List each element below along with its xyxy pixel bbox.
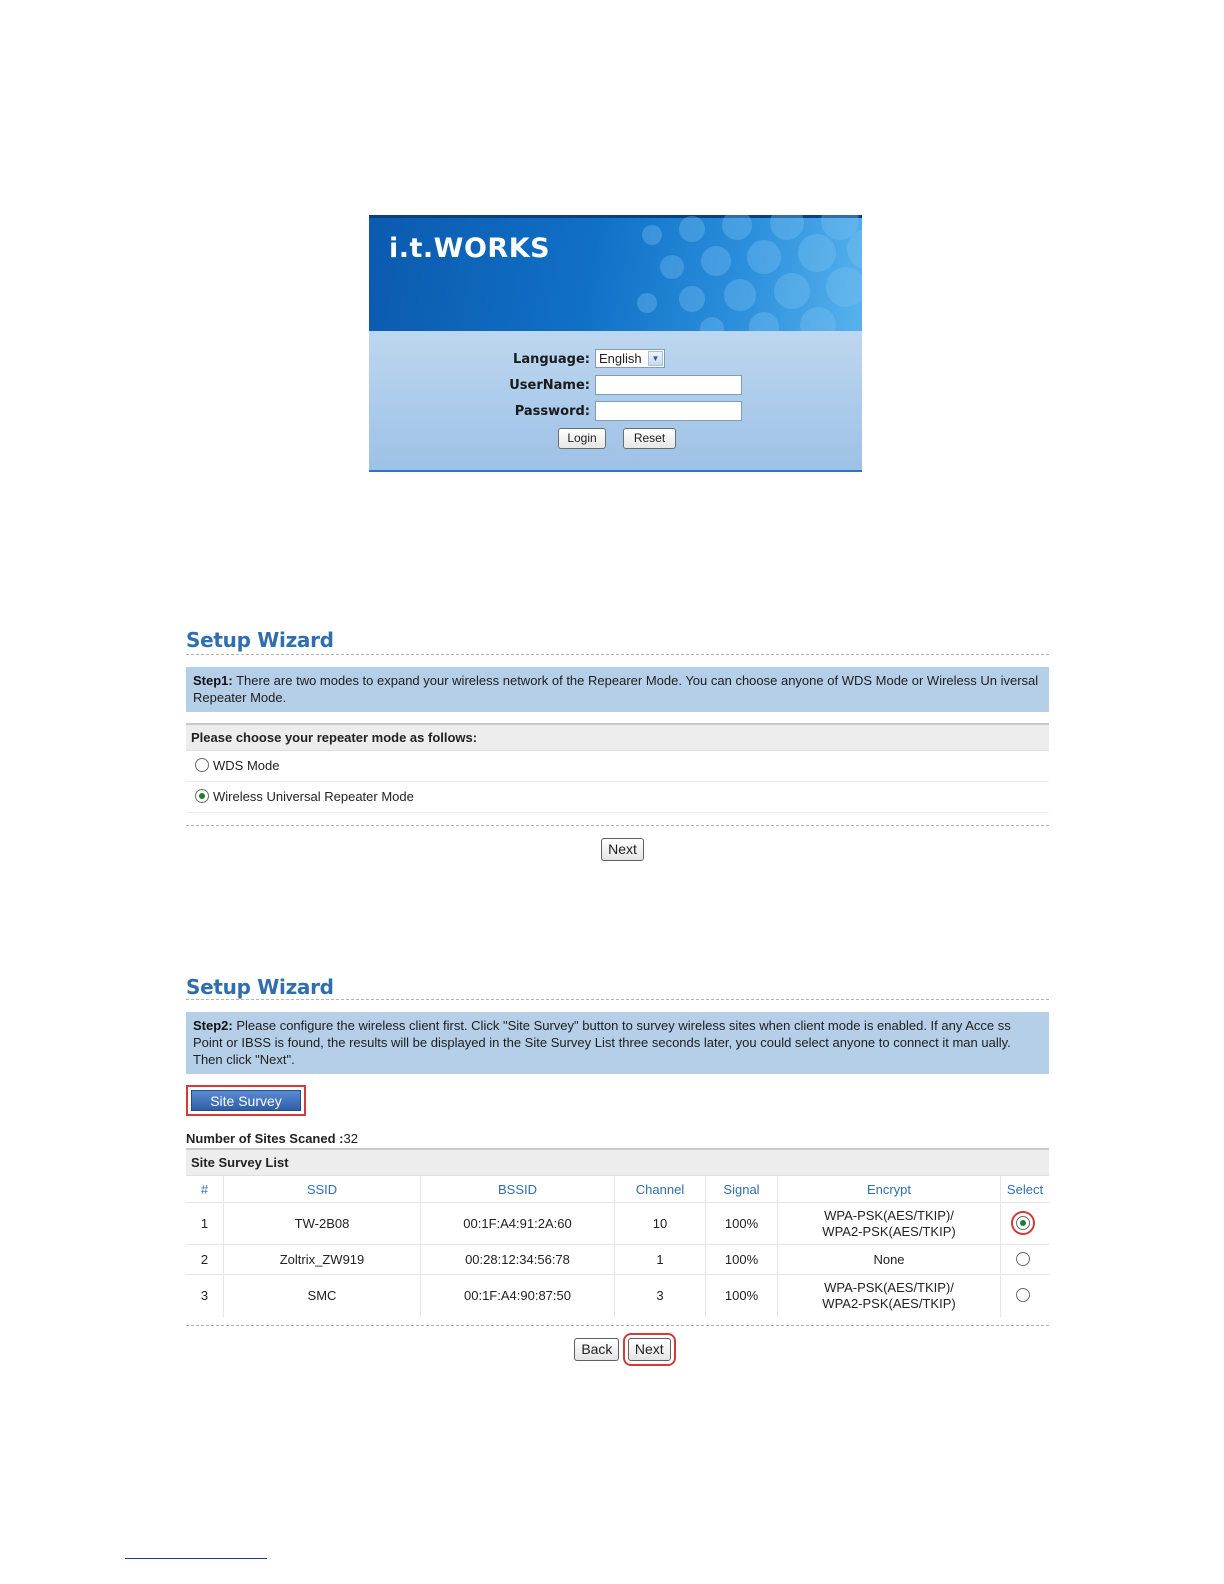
table-row[interactable]: [186, 1275, 1049, 1317]
title-divider: [186, 999, 1049, 1000]
site-survey-area: [186, 1090, 1049, 1111]
sites-scanned: [186, 1131, 1049, 1146]
username-input[interactable]: [595, 375, 742, 395]
row-select: [1001, 1275, 1050, 1317]
brand-logo: i.t.WORKS: [389, 233, 551, 264]
step-text: Please configure the wireless client first. Click "Site Survey" button to survey wireless sites when client mode is enabled. If any Acce ss Point or IBSS is found, the results will be displayed in the Site Survey List three seconds later, you could select anyone to connect it man ually. Then click "Next".: [193, 1018, 1011, 1067]
back-button[interactable]: Back: [574, 1338, 619, 1361]
footnote-rule: [125, 1558, 267, 1559]
row-bssid: 00:1F:A4:90:87:50: [421, 1275, 615, 1317]
select-radio[interactable]: [1016, 1252, 1030, 1266]
next-button[interactable]: Next: [601, 838, 644, 861]
step-label: Step2:: [193, 1018, 233, 1033]
universal-repeater-radio[interactable]: [195, 789, 209, 803]
language-select-value: English: [599, 351, 642, 366]
step-text: There are two modes to expand your wireless network of the Repearer Mode. You can choose anyone of WDS Mode or Wireless Un iversal Repeater Mode.: [193, 673, 1039, 705]
encrypt-line-1: WPA-PSK(AES/TKIP)/: [824, 1207, 954, 1223]
encrypt-line-1: None: [873, 1251, 905, 1267]
username-label: UserName:: [509, 378, 590, 393]
row-signal: 100%: [706, 1245, 778, 1275]
password-label: Password:: [514, 404, 590, 419]
row-channel: 1: [615, 1245, 706, 1275]
row-signal: 100%: [706, 1275, 778, 1317]
form-divider: [186, 825, 1049, 826]
row-ssid: SMC: [224, 1275, 421, 1317]
row-encrypt: [778, 1275, 1001, 1317]
row-number: 1: [186, 1203, 224, 1245]
row-encrypt: [778, 1245, 1001, 1275]
sites-scanned-label: Number of Sites Scaned :: [186, 1131, 344, 1146]
setup-wizard-step1: [186, 628, 1049, 861]
select-radio[interactable]: [1016, 1288, 1030, 1302]
repeater-mode-heading: Please choose your repeater mode as follows:: [186, 725, 1049, 751]
next-button[interactable]: Next: [628, 1338, 671, 1361]
select-radio[interactable]: [1016, 1216, 1030, 1230]
wizard1-actions: [186, 838, 1049, 861]
password-row: [369, 401, 862, 423]
row-ssid: Zoltrix_ZW919: [224, 1245, 421, 1275]
column-header: Encrypt: [778, 1176, 1001, 1203]
row-select: [1001, 1203, 1050, 1245]
universal-repeater-option[interactable]: [186, 782, 1049, 813]
site-survey-table: [186, 1176, 1049, 1317]
language-label: Language:: [513, 352, 590, 367]
language-row: [369, 349, 862, 371]
row-channel: 10: [615, 1203, 706, 1245]
universal-repeater-label: Wireless Universal Repeater Mode: [213, 789, 414, 804]
encrypt-line-1: WPA-PSK(AES/TKIP)/: [824, 1279, 954, 1295]
row-bssid: 00:1F:A4:91:2A:60: [421, 1203, 615, 1245]
page-title: Setup Wizard: [186, 975, 334, 999]
login-banner: [369, 215, 862, 331]
row-number: 2: [186, 1245, 224, 1275]
row-select: [1001, 1245, 1050, 1275]
row-encrypt: [778, 1203, 1001, 1245]
encrypt-line-2: WPA2-PSK(AES/TKIP): [822, 1223, 956, 1239]
login-panel: [369, 215, 862, 472]
wds-mode-option[interactable]: [186, 751, 1049, 782]
step-label: Step1:: [193, 673, 233, 688]
table-row[interactable]: [186, 1203, 1049, 1245]
row-bssid: 00:28:12:34:56:78: [421, 1245, 615, 1275]
row-signal: 100%: [706, 1203, 778, 1245]
row-number: 3: [186, 1275, 224, 1317]
table-header-row: [186, 1176, 1049, 1203]
username-row: [369, 375, 862, 397]
login-buttons-row: [369, 428, 862, 450]
column-header: SSID: [224, 1176, 421, 1203]
setup-wizard-step2: [186, 975, 1049, 1361]
step-description: [186, 1012, 1049, 1074]
banner-dot-pattern: [612, 215, 862, 331]
column-header: Signal: [706, 1176, 778, 1203]
encrypt-line-2: WPA2-PSK(AES/TKIP): [822, 1295, 956, 1311]
title-divider: [186, 654, 1049, 655]
repeater-mode-box: [186, 723, 1049, 813]
reset-button[interactable]: Reset: [623, 428, 676, 449]
chevron-down-icon[interactable]: ▼: [648, 351, 663, 366]
row-ssid: TW-2B08: [224, 1203, 421, 1245]
site-survey-list-heading: Site Survey List: [186, 1150, 1049, 1176]
wizard2-actions: [186, 1338, 1049, 1361]
site-survey-list: [186, 1148, 1049, 1317]
password-input[interactable]: [595, 401, 742, 421]
table-row[interactable]: [186, 1245, 1049, 1275]
column-header: #: [186, 1176, 224, 1203]
column-header: BSSID: [421, 1176, 615, 1203]
column-header: Select: [1006, 1181, 1044, 1197]
language-select[interactable]: [595, 349, 665, 368]
login-button[interactable]: Login: [558, 428, 606, 449]
step-description: [186, 667, 1049, 712]
wds-mode-radio[interactable]: [195, 758, 209, 772]
sites-scanned-count: 32: [343, 1131, 358, 1146]
column-header: Channel: [615, 1176, 706, 1203]
row-channel: 3: [615, 1275, 706, 1317]
form-divider: [186, 1325, 1049, 1326]
wds-mode-label: WDS Mode: [213, 758, 280, 773]
site-survey-button[interactable]: Site Survey: [191, 1090, 301, 1111]
page-title: Setup Wizard: [186, 628, 334, 652]
